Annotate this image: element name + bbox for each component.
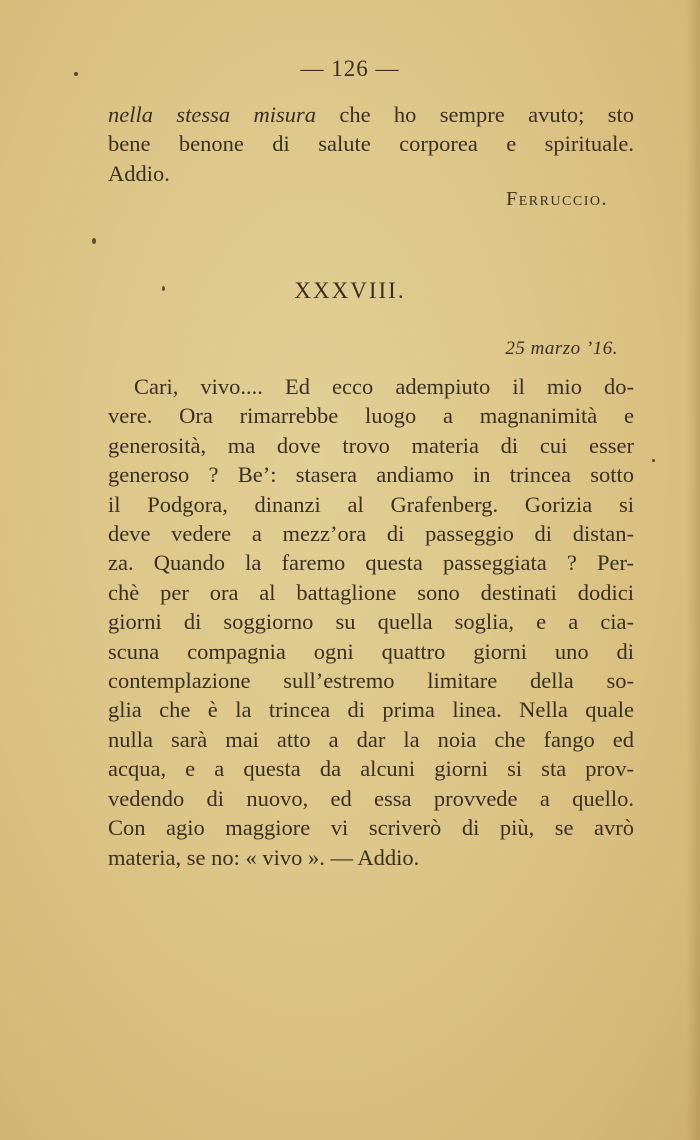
text-line: nella stessa misura che ho sempre avuto; sto xyxy=(108,102,634,127)
text-line: Con agio maggiore vi scriverò di più, se avrò xyxy=(108,815,634,841)
text-line: vedendo di nuovo, ed essa provvede a quello. xyxy=(108,785,634,811)
text-line: nulla sarà mai atto a dar la noia che fango ed xyxy=(108,726,634,752)
ink-speck xyxy=(652,459,655,462)
text-line: bene benone di salute corporea e spirituale. xyxy=(108,131,634,157)
letter-body xyxy=(108,372,634,872)
text-line: acqua, e a questa da alcuni giorni si sta prov- xyxy=(108,756,634,782)
continuation-text xyxy=(108,100,634,188)
text-line: glia che è la trincea di prima linea. Nella quale xyxy=(108,697,634,723)
text-line: chè per ora al battaglione sono destinati dodici xyxy=(108,579,634,605)
text-line: generosità, ma dove trovo materia di cui esser xyxy=(108,432,634,458)
text-line: contemplazione sull’estremo limitare della so- xyxy=(108,668,634,694)
text-line: Addio. xyxy=(108,160,170,186)
text-line: scuna compagnia ogni quattro giorni uno di xyxy=(108,638,634,664)
page-edge-shadow xyxy=(686,0,700,1140)
letter-date: 25 marzo ’16. xyxy=(505,338,618,359)
page-number: — 126 — xyxy=(300,56,400,81)
text-line: vere. Ora rimarrebbe luogo a magnanimità e xyxy=(108,403,634,429)
signature: Ferruccio. xyxy=(506,188,608,210)
text-line: il Podgora, dinanzi al Grafenberg. Gorizia si xyxy=(108,491,634,517)
text-line: za. Quando la faremo questa passeggiata ? Per- xyxy=(108,550,634,576)
chapter-heading: XXXVIII. xyxy=(294,278,406,303)
text-line: Cari, vivo.... Ed ecco adempiuto il mio do- xyxy=(134,374,634,399)
ink-speck xyxy=(92,238,96,244)
text-line: generoso ? Be’: stasera andiamo in trincea sotto xyxy=(108,462,634,488)
text-line: deve vedere a mezz’ora di passeggio di distan- xyxy=(108,521,634,547)
text-line: materia, se no: « vivo ». — Addio. xyxy=(108,844,420,870)
text-line: giorni di soggiorno su quella soglia, e a cia- xyxy=(108,609,634,635)
